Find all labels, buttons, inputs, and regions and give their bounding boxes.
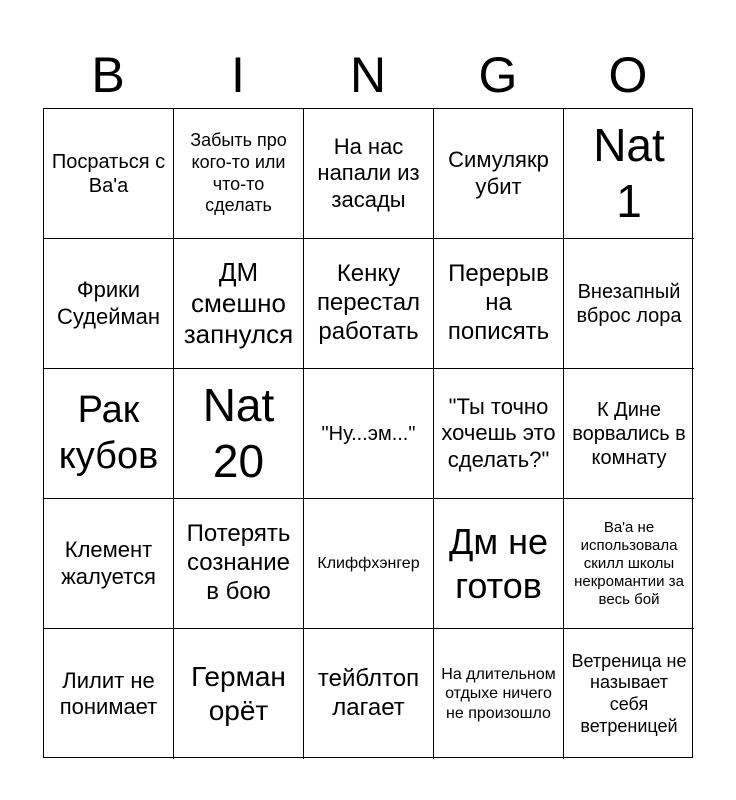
cell-text: Перерыв на пописять	[447, 260, 550, 345]
cell-text: На нас напали из засады	[317, 133, 420, 212]
bingo-cell[interactable]	[174, 109, 304, 239]
cell-text: "Ну...эм..."	[321, 422, 416, 445]
bingo-cell[interactable]	[434, 239, 564, 369]
cell-text: тейблтоп лагает	[317, 665, 420, 721]
bingo-cell[interactable]	[304, 109, 434, 239]
cell-text: Внезапный вброс лора	[576, 280, 682, 327]
bingo-board	[43, 108, 693, 758]
bingo-cell[interactable]	[434, 499, 564, 629]
header-letter-i: I	[231, 47, 245, 103]
cell-text: Ва'а не использовала скилл школы некромантии за весь бой	[574, 518, 684, 608]
cell-text: Фрики Судейман	[56, 277, 161, 329]
bingo-cell[interactable]	[174, 499, 304, 629]
bingo-cell[interactable]	[434, 629, 564, 759]
header-letter-g: G	[478, 47, 518, 103]
bingo-cell[interactable]	[44, 369, 174, 499]
cell-text: Nat 20	[202, 379, 275, 487]
cell-text: Клемент жалуется	[61, 537, 156, 589]
cell-text: Клиффхэнгер	[317, 554, 420, 572]
bingo-cell[interactable]	[564, 629, 694, 759]
cell-text: Дм не готов	[448, 521, 549, 606]
bingo-cell[interactable]	[434, 369, 564, 499]
cell-text: Посраться с Ва'а	[51, 150, 166, 197]
cell-text: Рак кубов	[58, 388, 159, 477]
bingo-cell[interactable]	[44, 499, 174, 629]
cell-text: Ветреница не называет себя ветреницей	[571, 650, 687, 736]
cell-text: На длительном отдыхе ничего не произошло	[441, 666, 556, 722]
bingo-cell[interactable]	[44, 109, 174, 239]
bingo-cell[interactable]	[564, 369, 694, 499]
header-letter-b: B	[91, 47, 125, 103]
bingo-cell[interactable]	[174, 369, 304, 499]
bingo-cell[interactable]	[44, 629, 174, 759]
cell-text: Nat 1	[593, 119, 665, 227]
cell-text: Забыть про кого-то или что-то сделать	[190, 130, 287, 216]
bingo-header	[43, 42, 693, 108]
header-letter-o: O	[608, 47, 648, 103]
bingo-cell[interactable]	[304, 369, 434, 499]
bingo-cell[interactable]	[434, 109, 564, 239]
bingo-cell[interactable]	[564, 239, 694, 369]
bingo-cell[interactable]	[304, 499, 434, 629]
bingo-cell[interactable]	[304, 629, 434, 759]
cell-text: Симулякр убит	[448, 147, 549, 199]
cell-text: Лилит не понимает	[59, 667, 158, 719]
bingo-cell[interactable]	[564, 499, 694, 629]
cell-text: Кенку перестал работать	[316, 260, 421, 345]
cell-text: "Ты точно хочешь это сделать?"	[441, 393, 556, 472]
header-letter-n: N	[349, 47, 387, 103]
cell-text: Герман орёт	[191, 661, 286, 726]
bingo-cell[interactable]	[564, 109, 694, 239]
bingo-cell[interactable]	[304, 239, 434, 369]
bingo-cell[interactable]	[44, 239, 174, 369]
bingo-cell[interactable]	[174, 629, 304, 759]
cell-text: Потерять сознание в бою	[186, 520, 291, 605]
cell-text: ДМ смешно запнулся	[183, 256, 294, 350]
cell-text: К Дине ворвались в комнату	[572, 398, 686, 469]
bingo-cell[interactable]	[174, 239, 304, 369]
